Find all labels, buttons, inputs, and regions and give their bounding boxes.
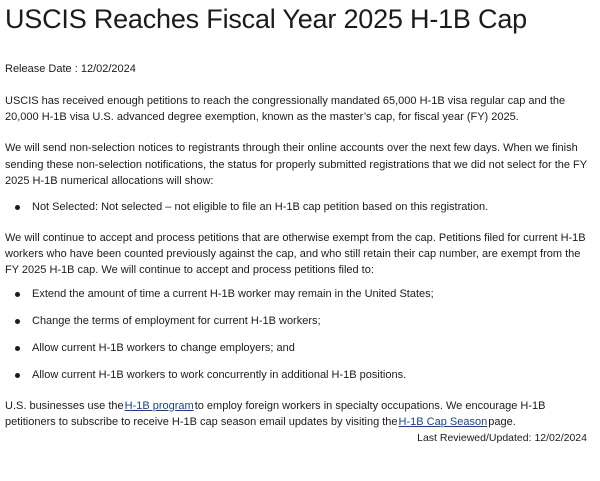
page-title: USCIS Reaches Fiscal Year 2025 H-1B Cap xyxy=(5,4,527,34)
bullet-icon xyxy=(15,292,20,297)
exempt-petitions-list xyxy=(5,286,595,383)
list-item-text: Allow current H-1B workers to change employers; and xyxy=(32,341,295,354)
bullet-icon xyxy=(15,373,20,378)
paragraph-non-selection: We will send non-selection notices to registrants through their online accounts over the next few days. When we finish sending these non-selection notifications, the status for properly submitted registrations that we did not select for the FY 2025 H-1B numerical allocations will show: xyxy=(5,142,587,187)
h1b-cap-season-link[interactable]: H-1B Cap Season xyxy=(398,415,488,428)
status-list xyxy=(5,199,595,215)
closing-text-1: U.S. businesses use the xyxy=(5,399,124,412)
release-date-value: 12/02/2024 xyxy=(80,63,136,75)
paragraph-closing xyxy=(5,398,595,430)
bullet-icon xyxy=(15,205,20,210)
list-item xyxy=(5,313,595,329)
release-date xyxy=(5,61,595,77)
list-item xyxy=(5,340,595,356)
release-date-label: Release Date : xyxy=(5,63,78,75)
list-item-text: Not Selected: Not selected – not eligible to file an H-1B cap petition based on this registration. xyxy=(32,201,489,214)
closing-text-3: page. xyxy=(488,415,516,428)
last-reviewed-date: 12/02/2024 xyxy=(534,432,587,444)
last-reviewed xyxy=(417,431,587,445)
closing-text-2: to employ foreign workers in specialty occupations. We encourage H-1B petitioners to subscribe to receive H-1B cap season email updates by visiting the xyxy=(5,399,546,428)
list-item xyxy=(5,286,595,302)
bullet-icon xyxy=(15,346,20,351)
list-item-text: Change the terms of employment for current H-1B workers; xyxy=(32,314,321,327)
list-item xyxy=(5,199,595,215)
paragraph-cap-exempt: We will continue to accept and process petitions that are otherwise exempt from the cap. Petitions filed for current H-1B workers who have been counted previously against the cap, and who still retain their cap number, are exempt from the FY 2025 H-1B cap. We will continue to accept and process petitions filed to: xyxy=(5,232,586,277)
list-item-text: Extend the amount of time a current H-1B worker may remain in the United States; xyxy=(32,287,434,300)
last-reviewed-label: Last Reviewed/Updated: xyxy=(417,432,532,444)
list-item xyxy=(5,367,595,383)
news-article xyxy=(5,0,595,430)
list-item-text: Allow current H-1B workers to work concurrently in additional H-1B positions. xyxy=(32,368,407,381)
paragraph-cap-reached: USCIS has received enough petitions to reach the congressionally mandated 65,000 H-1B visa regular cap and the 20,000 H-1B visa U.S. advanced degree exemption, known as the master’s cap, for fiscal year (FY) 2025. xyxy=(5,95,566,124)
bullet-icon xyxy=(15,319,20,324)
h1b-program-link[interactable]: H-1B program xyxy=(124,399,194,412)
